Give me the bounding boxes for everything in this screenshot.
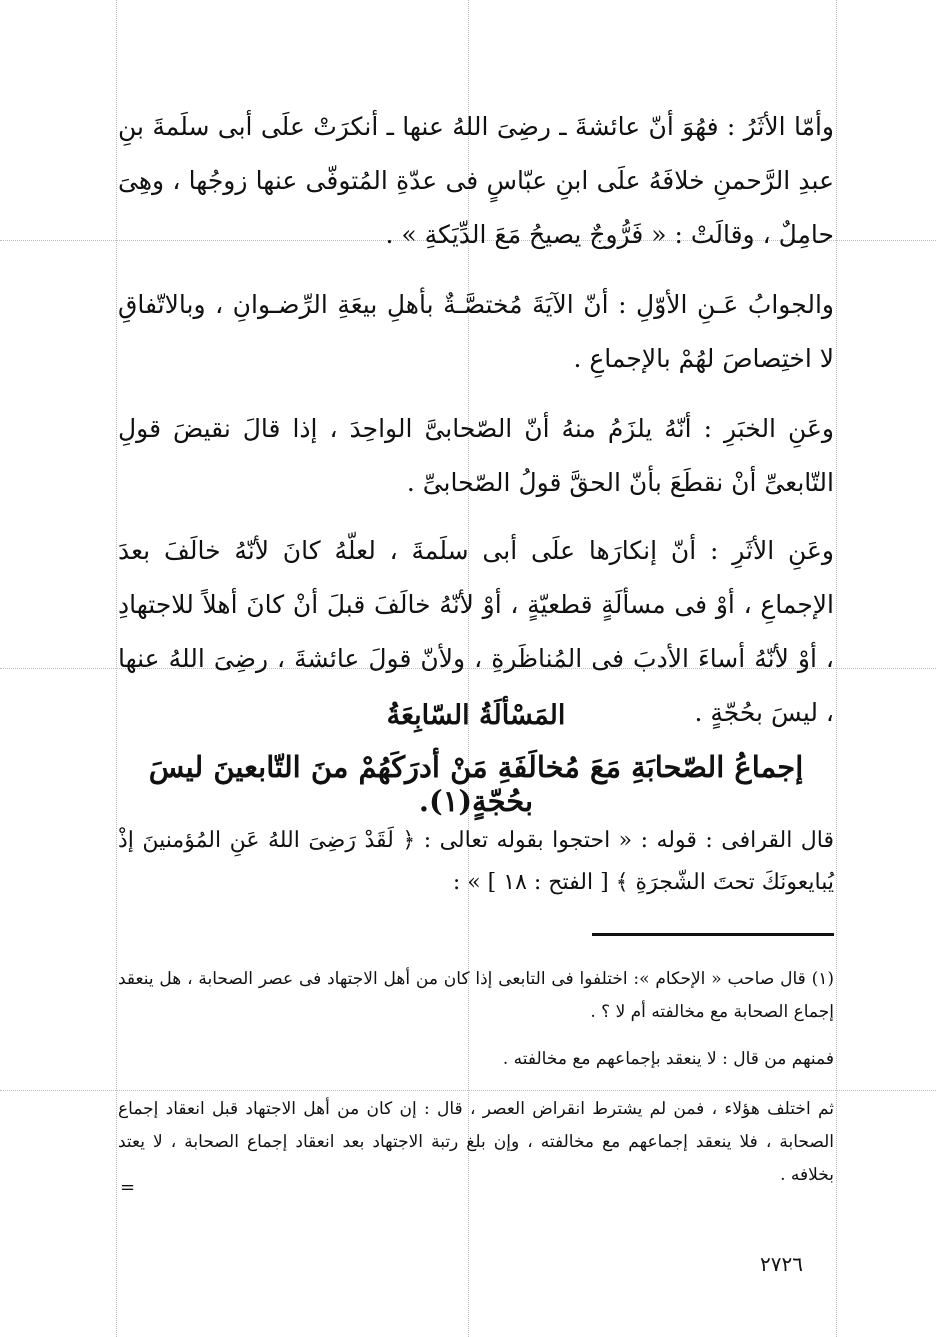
paragraph-answer-khabar: وعَنِ الخبَرِ : أنّهُ يلزَمُ منهُ أنّ الصّحابىَّ الواحِدَ ، إذا قالَ نقيضَ قولِ التّابعىِّ أنْ نقطَعَ بأنّ الحقَّ قولُ الصّحابىِّ . bbox=[118, 414, 835, 497]
section-title: المَسْألَةُ السّابِعَةُ bbox=[386, 700, 566, 731]
paragraph-answer-first: والجوابُ عَـنِ الأوّلِ : أنّ الآيَةَ مُختصَّـةٌ بأهلِ بيعَةِ الرِّضـوانِ ، وبالاتّفاقِ لا اختِصاصَ لهُمْ بالإجماعِ . bbox=[118, 290, 834, 373]
footnote-1-cont-a: فمنهم من قال : لا ينعقد بإجماعهم مع مخالفته . bbox=[502, 1049, 834, 1069]
page-number: ٢٧٢٦ bbox=[760, 1252, 803, 1276]
section-subtitle: إجماعُ الصّحابَةِ مَعَ مُخالَفَةِ مَنْ أدرَكَهُمْ منَ التّابعينَ ليسَ بحُجّةٍ(١). bbox=[148, 750, 804, 818]
guide-line bbox=[0, 1090, 936, 1091]
footnote-1: (١) قال صاحب « الإحكام »: اختلفوا فى التابعى إذا كان من أهل الاجتهاد فى عصر الصحابة ، هل ينعقد إجماع الصحابة مع مخالفته أم لا ؟ . bbox=[118, 969, 834, 1022]
paragraph-answer-athar: وعَنِ الأثَرِ : أنّ إنكارَها علَى أبى سلَمةَ ، لعلّهُ كانَ لأنّهُ خالَفَ بعدَ الإجماعِ ، أوْ فى مسألَةٍ قطعيّةٍ ، أوْ لأنّهُ خالَفَ قبلَ أنْ كانَ أهلاً للاجتهادِ ، أوْ لأنّهُ أساءَ الأدبَ فى المُناظَرةِ ، ولأنّ قولَ عائشةَ ، رضِىَ اللهُ عنها ، ليسَ بحُجّةٍ . bbox=[118, 536, 834, 727]
qarafi-quote: قال القرافى : قوله : « احتجوا بقوله تعالى : ﴿ لَقَدْ رَضِىَ اللهُ عَنِ المُؤمنينَ إذْ يُبايعونَكَ تحتَ الشّجرَةِ ﴾ [ الفتح : ١٨ ] » : bbox=[118, 828, 834, 895]
footnote-divider bbox=[592, 933, 834, 936]
paragraph-athar: وأمّا الأثَرُ : فهُوَ أنّ عائشةَ ـ رضِىَ اللهُ عنها ـ أنكرَتْ علَى أبى سلَمةَ بنِ عبدِ الرَّحمنِ خلافَهُ علَى ابنِ عبّاسٍ فى عدّةِ المُتوفّى عنها زوجُها ، وهِىَ حامِلٌ ، وقالَتْ : « فَرُّوجٌ يصيحُ مَعَ الدِّيَكةِ » . bbox=[118, 112, 834, 249]
footnote-1-cont-b: ثم اختلف هؤلاء ، فمن لم يشترط انقراض العصر ، قال : إن كان من أهل الاجتهاد قبل انعقاد إجماع الصحابة ، فلا ينعقد إجماعهم مع مخالفته ، وإن بلغ رتبة الاجتهاد بعد انعقاد إجماع الصحابة ، لا يعتد بخلافه . bbox=[118, 1099, 834, 1185]
continuation-mark: = bbox=[120, 1177, 136, 1198]
